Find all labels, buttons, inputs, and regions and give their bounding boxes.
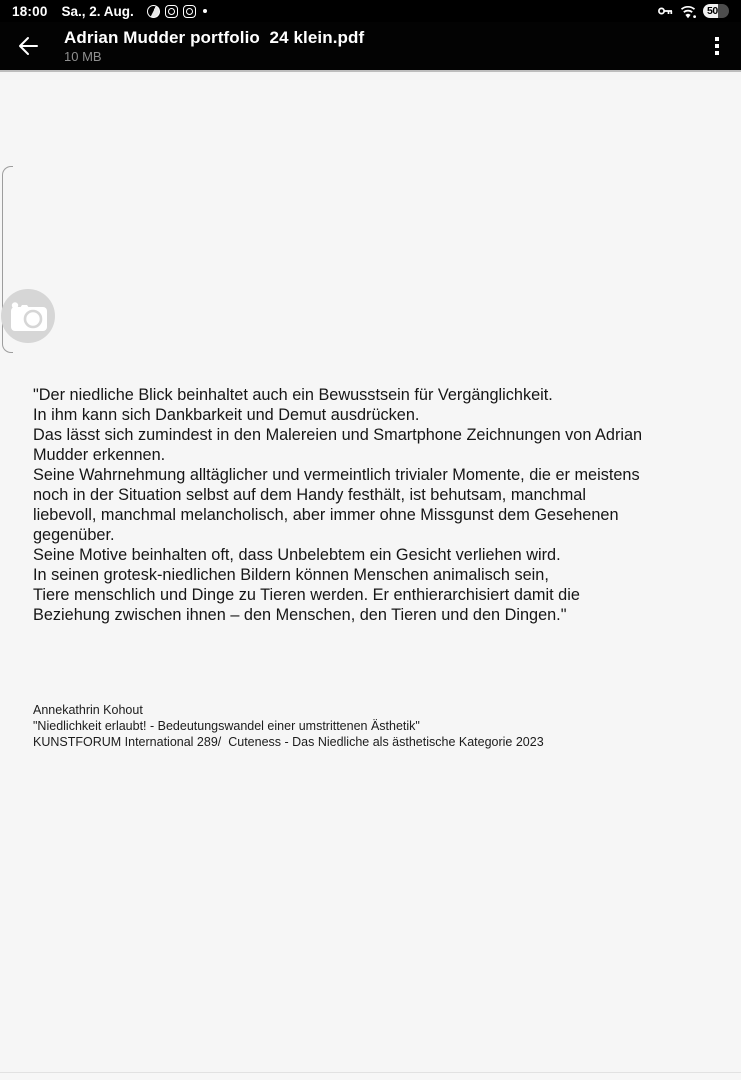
pdf-credits [33,702,693,750]
back-button[interactable] [0,21,56,71]
pdf-page-view[interactable] [0,74,741,1072]
vpn-key-icon [657,3,674,19]
credit-line: Annekathrin Kohout [33,703,143,717]
image-loading-placeholder [1,289,55,343]
app-bar [0,22,741,72]
credit-line: KUNSTFORUM International 289/ Cuteness - Das Niedliche als ästhetische Kategorie 2023 [33,735,544,749]
text-line: Seine Motive beinhalten oft, dass Unbelebtem ein Gesicht verliehen wird. [33,546,561,564]
text-line: In seinen grotesk-niedlichen Bildern können Menschen animalisch sein, [33,566,549,584]
instagram-icon [183,5,196,18]
pdf-paragraph [33,385,723,625]
status-date: Sa., 2. Aug. [61,3,134,19]
text-line: Das lässt sich zumindest in den Malereien und Smartphone Zeichnungen von Adrian [33,426,643,444]
battery-percent: 50 [707,5,718,17]
text-line: noch in der Situation selbst auf dem Handy festhält, ist behutsam, manchmal [33,486,586,504]
arrow-left-icon [17,36,39,56]
notification-icons [147,5,207,18]
kebab-dot [715,44,719,48]
more-notifications-dot-icon [203,9,207,13]
text-line: In ihm kann sich Dankbarkeit und Demut ausdrücken. [33,406,420,424]
text-line: liebevoll, manchmal melancholisch, aber immer ohne Missgunst dem Gesehenen [33,506,619,524]
status-right [657,3,729,19]
kebab-dot [715,37,719,41]
half-circle-notification-icon [147,5,160,18]
document-size: 10 MB [64,49,102,64]
text-line: Beziehung zwischen ihnen – den Menschen, den Tieren und den Dingen." [33,606,567,624]
wifi-icon [680,4,697,19]
clock-time: 18:00 [12,3,48,19]
status-left [12,4,207,19]
instagram-icon [165,5,178,18]
kebab-dot [715,51,719,55]
page-bottom-edge [0,1072,741,1080]
text-line: Tiere menschlich und Dinge zu Tieren werden. Er enthierarchisiert damit die [33,586,580,604]
document-header [64,27,364,65]
credit-line: "Niedlichkeit erlaubt! - Bedeutungswandel einer umstrittenen Ästhetik" [33,719,420,733]
battery-indicator [703,4,729,18]
text-line: Mudder erkennen. [33,446,166,464]
text-line: Seine Wahrnehmung alltäglicher und vermeintlich trivialer Momente, die er meistens [33,466,640,484]
overflow-menu-button[interactable] [693,21,741,71]
document-title: Adrian Mudder portfolio 24 klein.pdf [64,28,365,47]
text-line: gegenüber. [33,526,115,544]
status-bar [0,0,741,22]
text-line: "Der niedliche Blick beinhaltet auch ein Bewusstsein für Vergänglichkeit. [33,386,553,404]
